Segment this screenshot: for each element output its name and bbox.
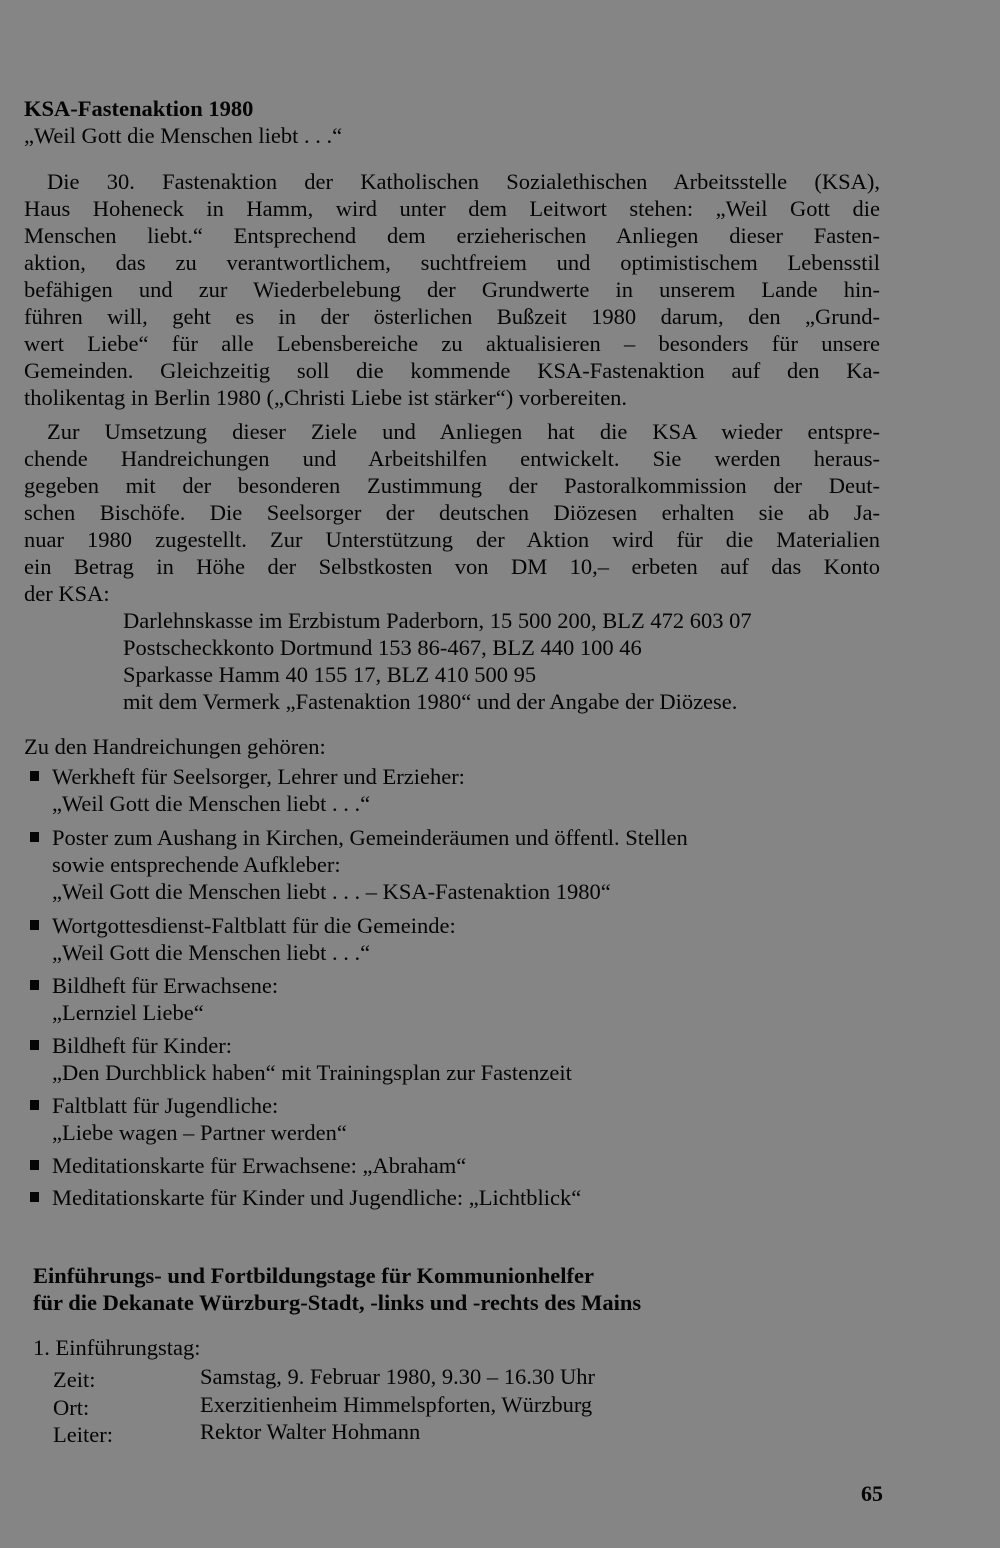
bullet-icon [30, 832, 39, 842]
list-item: Werkheft für Seelsorger, Lehrer und Erzieher: [52, 764, 465, 789]
bullet-icon [30, 1100, 39, 1110]
detail-label: Zeit: [53, 1367, 96, 1392]
paragraph-line: ein Betrag in Höhe der Selbstkosten von DM 10,– erbeten auf das Konto [24, 554, 880, 579]
list-item-detail: „Liebe wagen – Partner werden“ [52, 1120, 347, 1145]
paragraph-line: Menschen liebt.“ Entsprechend dem erzieherischen Anliegen dieser Fasten- [24, 223, 880, 248]
paragraph-line: Die 30. Fastenaktion der Katholischen Sozialethischen Arbeitsstelle (KSA), [47, 169, 880, 194]
paragraph-line: wert Liebe“ für alle Lebensbereiche zu aktualisieren – besonders für unsere [24, 331, 880, 356]
section-heading: Einführungs- und Fortbildungstage für Kommunionhelfer [33, 1263, 594, 1288]
bullet-icon [30, 1192, 39, 1202]
bullet-icon [30, 920, 39, 930]
list-item: Faltblatt für Jugendliche: [52, 1093, 279, 1118]
paragraph-line: tholikentag in Berlin 1980 („Christi Liebe ist stärker“) vorbereiten. [24, 385, 627, 410]
list-item: Meditationskarte für Kinder und Jugendliche: „Lichtblick“ [52, 1185, 582, 1210]
detail-value: Rektor Walter Hohmann [200, 1419, 421, 1444]
paragraph-line: gegeben mit der besonderen Zustimmung der Pastoralkommission der Deut- [24, 473, 880, 498]
paragraph-line: aktion, das zu verantwortlichem, suchtfreiem und optimistischem Lebensstil [24, 250, 880, 275]
list-item-detail: „Weil Gott die Menschen liebt . . . – KSA-Fastenaktion 1980“ [52, 879, 611, 904]
list-item-detail: „Lernziel Liebe“ [52, 1000, 204, 1025]
paragraph-line: Zur Umsetzung dieser Ziele und Anliegen hat die KSA wieder entspre- [47, 419, 880, 444]
section-subheading: „Weil Gott die Menschen liebt . . .“ [24, 123, 343, 148]
detail-label: Ort: [53, 1395, 90, 1420]
account-line: Sparkasse Hamm 40 155 17, BLZ 410 500 95 [123, 662, 537, 687]
paragraph-line: führen will, geht es in der österlichen Bußzeit 1980 darum, den „Grund- [24, 304, 880, 329]
bullet-icon [30, 771, 39, 781]
section-heading-continued: für die Dekanate Würzburg-Stadt, -links und -rechts des Mains [33, 1290, 642, 1315]
list-item-detail: „Weil Gott die Menschen liebt . . .“ [52, 791, 371, 816]
paragraph-line: chende Handreichungen und Arbeitshilfen entwickelt. Sie werden heraus- [24, 446, 880, 471]
page-number: 65 [861, 1481, 883, 1506]
list-item: Meditationskarte für Erwachsene: „Abraham“ [52, 1153, 467, 1178]
list-item: Bildheft für Kinder: [52, 1033, 232, 1058]
bullet-icon [30, 1040, 39, 1050]
detail-value: Exerzitienheim Himmelspforten, Würzburg [200, 1392, 593, 1417]
list-item: Bildheft für Erwachsene: [52, 973, 279, 998]
account-line: Postscheckkonto Dortmund 153 86-467, BLZ 440 100 46 [123, 635, 642, 660]
bullet-icon [30, 980, 39, 990]
list-item: Poster zum Aushang in Kirchen, Gemeinderäumen und öffentl. Stellen [52, 825, 688, 850]
paragraph-line: schen Bischöfe. Die Seelsorger der deutschen Diözesen erhalten sie ab Ja- [24, 500, 880, 525]
paragraph-line: befähigen und zur Wiederbelebung der Grundwerte in unserem Lande hin- [24, 277, 880, 302]
section-heading: KSA-Fastenaktion 1980 [24, 96, 254, 121]
day-label: 1. Einführungstag: [33, 1335, 201, 1360]
bullet-icon [30, 1160, 39, 1170]
paragraph-line: der KSA: [24, 581, 110, 606]
list-item-detail: „Weil Gott die Menschen liebt . . .“ [52, 940, 371, 965]
detail-value: Samstag, 9. Februar 1980, 9.30 – 16.30 Uhr [200, 1364, 595, 1389]
list-item-detail: „Den Durchblick haben“ mit Trainingsplan zur Fastenzeit [52, 1060, 572, 1085]
list-item: Wortgottesdienst-Faltblatt für die Gemeinde: [52, 913, 456, 938]
paragraph-line: Haus Hoheneck in Hamm, wird unter dem Leitwort stehen: „Weil Gott die [24, 196, 880, 221]
detail-label: Leiter: [53, 1422, 113, 1447]
paragraph-line: Gemeinden. Gleichzeitig soll die kommende KSA-Fastenaktion auf den Ka- [24, 358, 880, 383]
account-line: mit dem Vermerk „Fastenaktion 1980“ und der Angabe der Diözese. [123, 689, 738, 714]
account-line: Darlehnskasse im Erzbistum Paderborn, 15 500 200, BLZ 472 603 07 [123, 608, 752, 633]
list-intro: Zu den Handreichungen gehören: [24, 734, 326, 759]
list-item-detail: sowie entsprechende Aufkleber: [52, 852, 341, 877]
paragraph-line: nuar 1980 zugestellt. Zur Unterstützung der Aktion wird für die Materialien [24, 527, 880, 552]
